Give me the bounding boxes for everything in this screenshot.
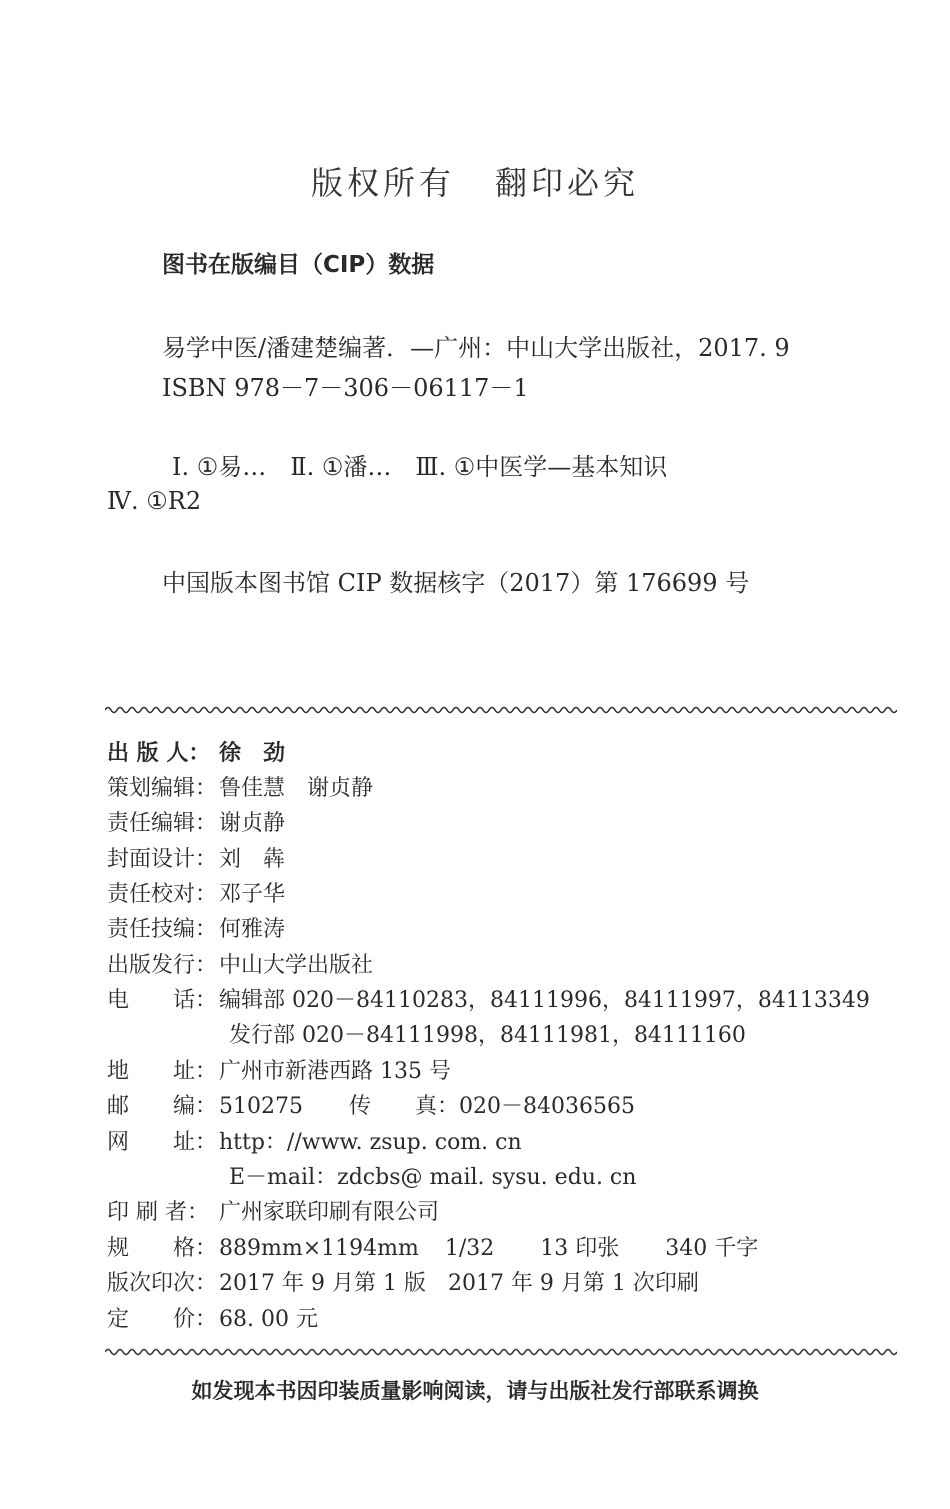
cip-class-line-1: Ⅰ. ①易… Ⅱ. ①潘… Ⅲ. ①中医学—基本知识 bbox=[172, 453, 668, 481]
edition-value: 2017 年 9 月第 1 版 2017 年 9 月第 1 次印刷 bbox=[219, 1271, 699, 1296]
copyright-right: 翻印必究 bbox=[495, 164, 640, 202]
fax-value: 020－84036565 bbox=[459, 1094, 635, 1119]
dist-value: 中山大学出版社 bbox=[219, 953, 374, 978]
cip-core-number: 中国版本图书馆 CIP 数据核字（2017）第 176699 号 bbox=[162, 569, 750, 597]
wavy-divider-top bbox=[105, 704, 897, 716]
spec-size: 889mm×1194mm bbox=[219, 1236, 419, 1261]
tech-label: 责任技编： bbox=[107, 917, 218, 942]
cover-label: 封面设计： bbox=[107, 847, 218, 872]
proof-label: 责任校对： bbox=[107, 882, 218, 907]
copyright-notice bbox=[0, 158, 950, 204]
wavy-divider-bottom bbox=[105, 1346, 897, 1358]
publisher-label: 出 版 人： bbox=[107, 741, 211, 766]
copyright-left: 版权所有 bbox=[310, 164, 455, 202]
spec-label: 规 格： bbox=[107, 1236, 218, 1261]
credit-edition bbox=[107, 1266, 699, 1297]
printer-label: 印 刷 者： bbox=[107, 1200, 209, 1225]
cip-title: 图书在版编目（CIP）数据 bbox=[162, 252, 435, 278]
credit-phone bbox=[107, 983, 870, 1014]
quality-notice: 如发现本书因印装质量影响阅读，请与出版社发行部联系调换 bbox=[191, 1379, 759, 1403]
spec-sheets: 13 印张 bbox=[540, 1236, 620, 1261]
postcode-label: 邮 编： bbox=[107, 1094, 218, 1119]
credit-website bbox=[107, 1125, 522, 1156]
fax-label: 传 真： bbox=[348, 1094, 459, 1119]
price-value: 68. 00 元 bbox=[219, 1307, 318, 1332]
cip-isbn: ISBN 978－7－306－06117－1 bbox=[162, 374, 529, 402]
edition-label: 版次印次： bbox=[107, 1271, 218, 1296]
phone-value-2: 发行部 020－84111998，84111981，84111160 bbox=[229, 1023, 746, 1048]
cover-value: 刘 犇 bbox=[219, 847, 286, 872]
spec-words: 340 千字 bbox=[665, 1236, 759, 1261]
credit-distributor bbox=[107, 948, 373, 979]
editor-value: 谢贞静 bbox=[219, 811, 286, 836]
phone-value-1: 编辑部 020－84110283，84111996，84111997，84113349 bbox=[219, 988, 870, 1013]
credit-printer bbox=[107, 1195, 439, 1226]
printer-value: 广州家联印刷有限公司 bbox=[219, 1200, 440, 1225]
planner-label: 策划编辑： bbox=[107, 776, 218, 801]
price-label: 定 价： bbox=[107, 1307, 218, 1332]
proof-value: 邓子华 bbox=[219, 882, 286, 907]
credit-spec bbox=[107, 1231, 758, 1262]
credit-postcode-fax bbox=[107, 1089, 635, 1120]
address-value: 广州市新港西路 135 号 bbox=[219, 1059, 451, 1084]
spec-format: 1/32 bbox=[444, 1236, 495, 1261]
web-label: 网 址： bbox=[107, 1130, 218, 1155]
dist-label: 出版发行： bbox=[107, 953, 218, 978]
credit-publisher bbox=[107, 736, 285, 767]
editor-label: 责任编辑： bbox=[107, 811, 218, 836]
cip-line-1: 易学中医/潘建楚编著．—广州：中山大学出版社，2017. 9 bbox=[162, 334, 790, 362]
credit-planner bbox=[107, 771, 373, 802]
email-value: E－mail：zdcbs@ mail. sysu. edu. cn bbox=[229, 1165, 637, 1190]
phone-label: 电 话： bbox=[107, 988, 218, 1013]
credit-price bbox=[107, 1302, 318, 1333]
credit-address bbox=[107, 1054, 451, 1085]
postcode-value: 510275 bbox=[219, 1094, 303, 1119]
credit-cover bbox=[107, 842, 285, 873]
credit-editor bbox=[107, 806, 285, 837]
credit-tech bbox=[107, 912, 285, 943]
web-value: http：//www. zsup. com. cn bbox=[219, 1130, 522, 1155]
planner-value: 鲁佳慧 谢贞静 bbox=[219, 776, 374, 801]
address-label: 地 址： bbox=[107, 1059, 218, 1084]
publisher-value: 徐 劲 bbox=[219, 741, 286, 766]
credit-proof bbox=[107, 877, 285, 908]
tech-value: 何雅涛 bbox=[219, 917, 286, 942]
cip-class-line-2: Ⅳ. ①R2 bbox=[107, 487, 202, 515]
